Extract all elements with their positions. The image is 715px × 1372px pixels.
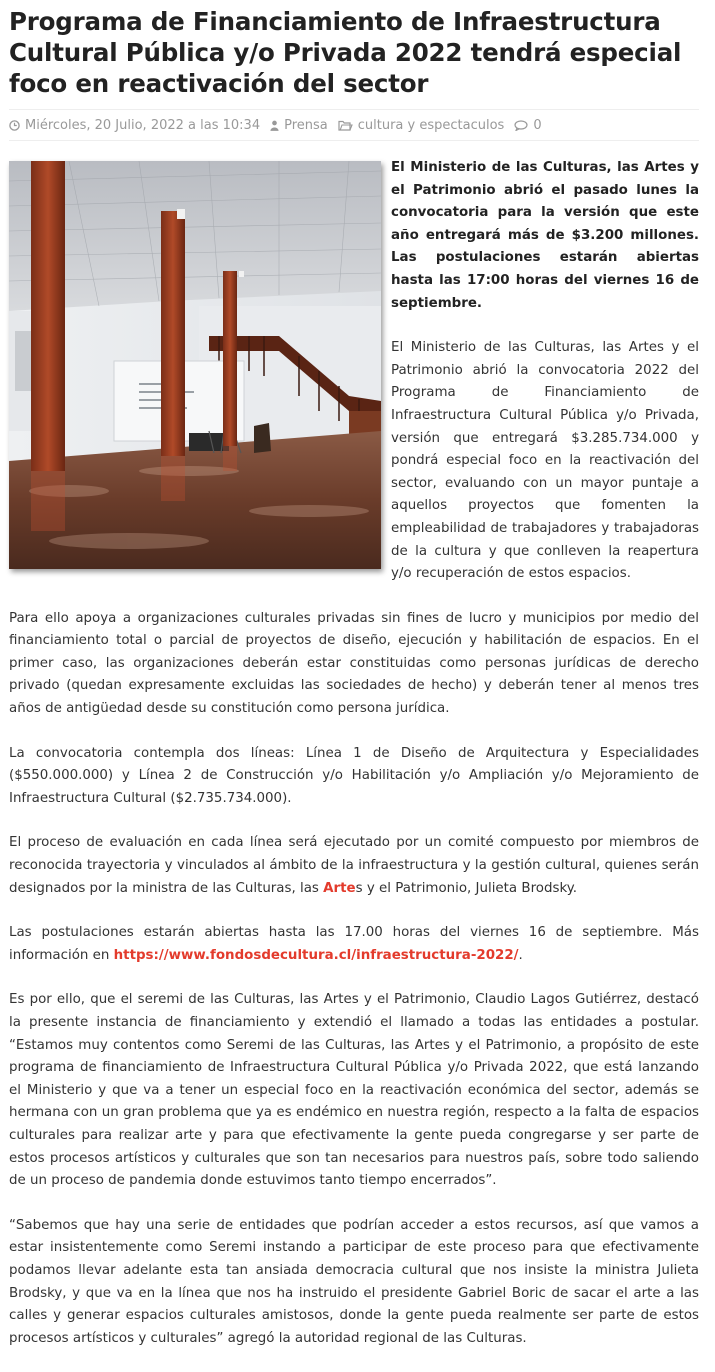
p4-text-after: s y el Patrimonio, Julieta Brodsky. [355,880,577,896]
paragraph-6: Es por ello, que el seremi de las Culturas, las Artes y el Patrimonio, Claudio Lagos Gutiérrez, destacó la presente instancia de financiamiento y extendió el llamado a todas las entidades a postular. “Estamos muy contentos como Seremi de las Culturas, las Artes y el Patrimonio, a propósito de este programa de financiamiento de Infraestructura Cultural Pública y/o Privada 2022, que está lanzando el Ministerio y que va a tener un especial foco en la reactivación económica del sector, además se hermana con un gran problema que ya es endémico en nuestra región, respecto a la falta de espacios culturales para realizar arte y para que efectivamente la gente pueda congregarse y ser parte de estos procesos artísticos y culturales que son tan necesarios para nuestros país, sobre todo saliendo de un proceso de pandemia donde estuvimos tanto tiempo encerrados”. [9,992,699,1189]
comments-count[interactable]: 0 [533,117,542,133]
author-text[interactable]: Prensa [284,117,328,133]
paragraph-4 [9,832,699,900]
meta-category[interactable] [338,118,505,133]
lead-block [9,161,699,608]
category-text[interactable]: cultura y espectaculos [357,117,505,133]
paragraph-2: Para ello apoya a organizaciones culturales privadas sin fines de lucro y municipios por medio del financiamiento total o parcial de proyectos de diseño, ejecución y habilitación de espacios. En el primer caso, las organizaciones deberán estar constituidas como personas jurídicas de derecho privado (quedan expresamente excluidas las sociedades de hecho) y deberán tener al menos tres años de antigüedad desde su constitución como persona jurídica. [9,610,699,717]
fondos-link[interactable]: https://www.fondosdecultura.cl/infraestructura-2022/ [113,947,519,963]
p5-text-before: Las postulaciones estarán abiertas hasta las 17.00 horas del viernes 16 de septiembre. Más información en [9,925,699,963]
article-body [9,161,699,1350]
lead-column [391,157,699,608]
paragraph-7: “Sabemos que hay una serie de entidades que podrían acceder a estos recursos, así que vamos a estar insistentemente como Seremi instando a participar de este proceso para que efectivamente podamos llevar adelante esta tan ansiada democracia cultural que nos insiste la ministra Julieta Brodsky, y que va en la línea que nos ha instruido el presidente Gabriel Boric de sacar el arte a las calles y generar espacios culturales amistosos, donde la gente pueda realmente ser parte de estos procesos artísticos y culturales” agregó la autoridad regional de las Culturas. [9,1217,699,1346]
comment-icon [514,120,528,131]
paragraph-5 [9,922,699,967]
meta-author[interactable] [270,118,328,133]
meta-date [9,118,260,133]
artes-highlight: Arte [323,880,356,896]
article-meta [9,109,699,141]
date-text: Miércoles, 20 Julio, 2022 a las 10:34 [25,117,261,133]
article-title: Programa de Financiamiento de Infraestructura Cultural Pública y/o Privada 2022 tendrá especial foco en reactivación del sector [9,7,682,98]
p4-text-before: El proceso de evaluación en cada línea será ejecutado por un comité compuesto por miembros de reconocida trayectoria y vinculados al ámbito de la infraestructura y la gestión cultural, quienes serán designados por la ministra de las Culturas, las [9,835,699,896]
article-photo [9,161,381,569]
lead-paragraph: El Ministerio de las Culturas, las Artes y el Patrimonio abrió el pasado lunes la convocatoria para la versión que este año entregará más de $3.200 millones. Las postulaciones estarán abiertas hasta las 17:00 horas del viernes 16 de septiembre. [391,160,699,311]
clock-icon [9,120,20,131]
paragraph-1: El Ministerio de las Culturas, las Artes y el Patrimonio abrió la convocatoria 2022 del Programa de Financiamiento de Infraestructura Cultural Pública y/o Privada, versión que entregará $3.285.734.000 y pondrá especial foco en la reactivación del sector, evaluando con un mayor puntaje a aquellos proyectos que fomenten la empleabilidad de trabajadores y trabajadoras de la cultura y que conlleven la reapertura y/o recuperación de estos espacios. [391,340,699,582]
meta-comments[interactable] [514,118,541,133]
article [9,0,699,1372]
user-icon [270,120,279,131]
paragraph-3: La convocatoria contempla dos líneas: Línea 1 de Diseño de Arquitectura y Especialidades ($550.000.000) y Línea 2 de Construcción y/o Habilitación y/o Ampliación y/o Mejoramiento de Infraestructura Cultural ($2.735.734.000). [9,745,699,806]
gallery-interior-image [9,161,381,569]
folder-icon [338,120,353,131]
p5-text-after: . [518,947,523,963]
